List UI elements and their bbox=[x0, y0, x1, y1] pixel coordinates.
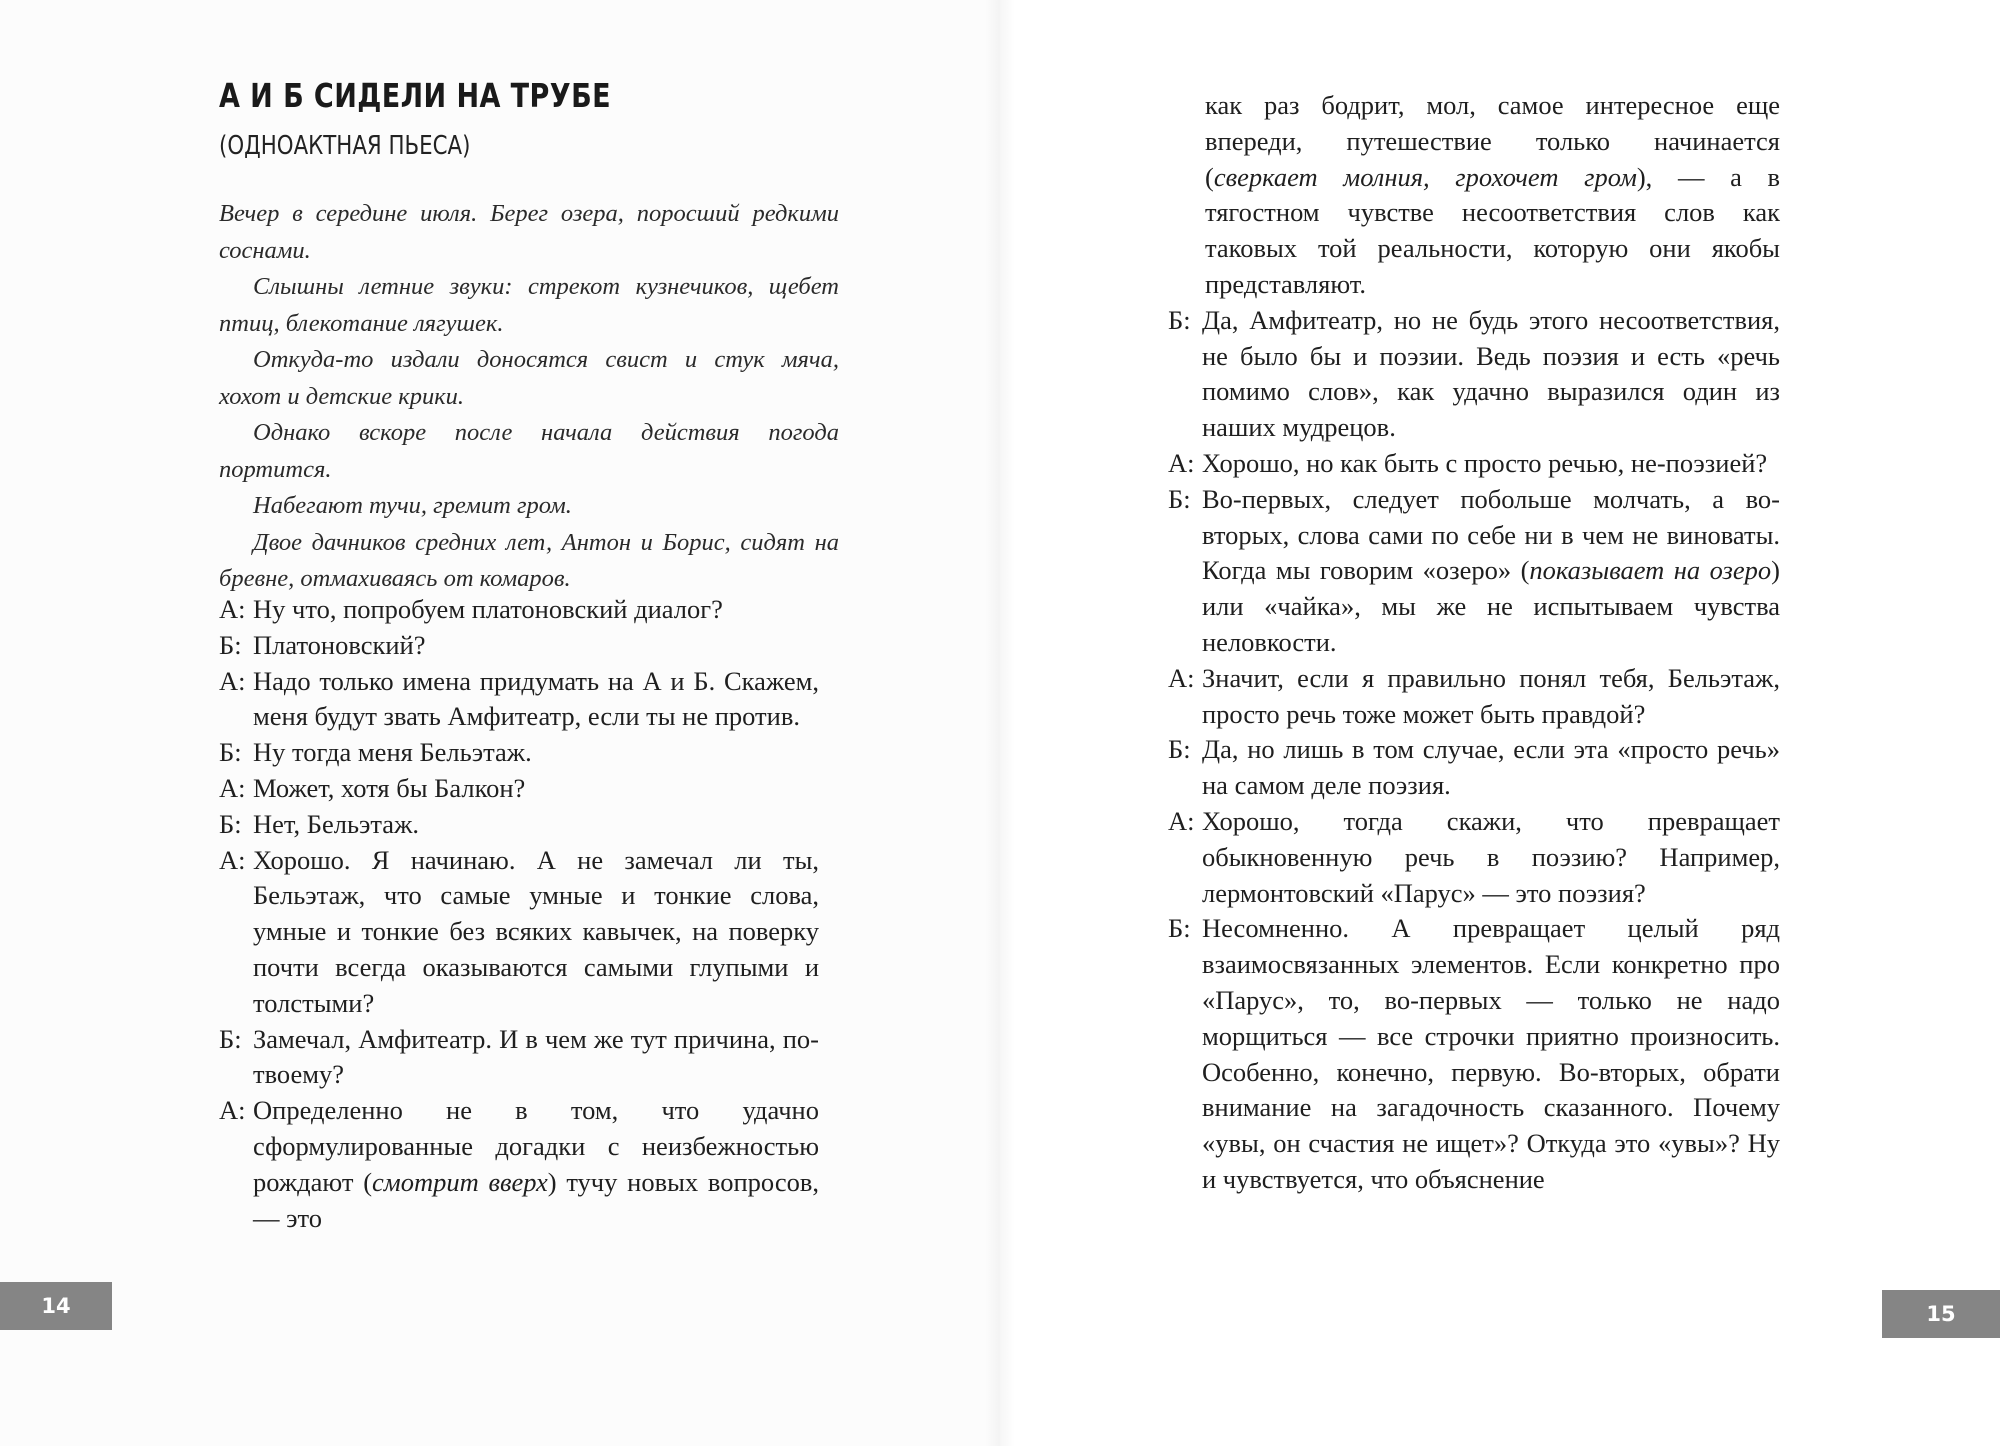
speaker: Б: bbox=[1168, 734, 1191, 765]
replica: Да, но лишь в том случае, если эта «просто речь» на самом деле поэзия. bbox=[1202, 734, 1780, 801]
dialogue-line bbox=[219, 1022, 819, 1094]
dialogue-line bbox=[1168, 482, 1780, 661]
speaker: А: bbox=[1168, 805, 1195, 836]
speaker: Б: bbox=[219, 737, 242, 768]
replica-part: ) тучу новых вопросов, — это bbox=[253, 1166, 819, 1233]
stage-direction: Вечер в середине июля. Берег озера, поросший редкими соснами. bbox=[219, 200, 839, 264]
replica-part: Определенно не в том, что удачно сформулированные догадки с неизбежностью рождают ( bbox=[253, 1095, 819, 1197]
dialogue-line bbox=[1168, 446, 1780, 482]
replica: Хорошо, тогда скажи, что превращает обыкновенную речь в поэзию? Например, лермонтовский «Парус» — это поэзия? bbox=[1202, 805, 1780, 908]
page-number-left: 14 bbox=[0, 1282, 112, 1330]
book-gutter bbox=[985, 0, 1015, 1446]
dialogue-left bbox=[219, 592, 819, 1236]
speaker: А: bbox=[1168, 447, 1195, 478]
replica-continuation bbox=[1168, 88, 1780, 303]
replica-part: Во-первых, следует побольше молчать, а во-вторых, слова сами по себе ни в чем не виноваты. Когда мы говорим «озеро» ( bbox=[1202, 483, 1780, 586]
stage-direction: Набегают тучи, гремит гром. bbox=[253, 492, 572, 519]
replica: Замечал, Амфитеатр. И в чем же тут причина, по-твоему? bbox=[253, 1023, 819, 1090]
speaker: Б: bbox=[1168, 913, 1191, 944]
dialogue-line bbox=[219, 735, 819, 771]
replica: Да, Амфитеатр, но не будь этого несоответствия, не было бы и поэзии. Ведь поэзия и есть «речь помимо слов», как удачно выразился один из наших мудрецов. bbox=[1202, 304, 1780, 443]
dialogue-line bbox=[219, 592, 819, 628]
dialogue-right bbox=[1168, 88, 1780, 1198]
replica-part: ), — а в тягостном чувстве несоответствия слов как таковых той реальности, которую они якобы представляют. bbox=[1205, 161, 1780, 299]
stage-direction: Откуда-то издали доносятся свист и стук мяча, хохот и детские крики. bbox=[219, 346, 839, 410]
replica: Значит, если я правильно понял тебя, Бельэтаж, просто речь тоже может быть правдой? bbox=[1202, 662, 1780, 729]
dialogue-line bbox=[219, 771, 819, 807]
stage-direction: Однако вскоре после начала действия погода портится. bbox=[219, 419, 839, 483]
dialogue-line bbox=[219, 664, 819, 736]
speaker: Б: bbox=[219, 1023, 242, 1054]
page-number-right: 15 bbox=[1882, 1290, 2000, 1338]
replica: Надо только имена придумать на А и Б. Скажем, меня будут звать Амфитеатр, если ты не против. bbox=[253, 665, 819, 732]
dialogue-line bbox=[219, 807, 819, 843]
dialogue-line bbox=[219, 843, 819, 1022]
replica: Хорошо, но как быть с просто речью, не-поэзией? bbox=[1202, 447, 1768, 478]
inline-stage-direction: показывает на озеро bbox=[1529, 555, 1772, 586]
play-subtitle: (ОДНОАКТНАЯ ПЬЕСА) bbox=[219, 131, 471, 161]
speaker: Б: bbox=[219, 808, 242, 839]
speaker: А: bbox=[219, 665, 246, 696]
dialogue-line bbox=[1168, 303, 1780, 446]
replica-part: ) или «чайка», мы же не испытываем чувства неловкости. bbox=[1202, 555, 1780, 657]
inline-stage-direction: сверкает молния, грохочет гром bbox=[1213, 161, 1637, 192]
replica bbox=[1202, 482, 1780, 661]
replica: Платоновский? bbox=[253, 629, 426, 660]
play-title: А И Б СИДЕЛИ НА ТРУБЕ bbox=[219, 76, 611, 115]
replica: Может, хотя бы Балкон? bbox=[253, 772, 526, 803]
dialogue-line bbox=[219, 628, 819, 664]
dialogue-line bbox=[1168, 661, 1780, 733]
speaker: А: bbox=[219, 1095, 246, 1126]
speaker: Б: bbox=[219, 629, 242, 660]
dialogue-line bbox=[1168, 804, 1780, 911]
replica-part: как раз бодрит, мол, самое интересное еще впереди, путешествие только начинается ( bbox=[1205, 90, 1780, 192]
speaker: Б: bbox=[1168, 304, 1191, 335]
replica bbox=[253, 1093, 819, 1236]
dialogue-line bbox=[1168, 732, 1780, 804]
speaker: Б: bbox=[1168, 483, 1191, 514]
dialogue-line bbox=[219, 1093, 819, 1236]
dialogue-line bbox=[1168, 911, 1780, 1197]
replica: Несомненно. А превращает целый ряд взаимосвязанных элементов. Если конкретно про «Парус», то, во-первых — только не надо морщиться — все строчки приятно произносить. Особенно, конечно, первую. Во-вторых, обрати внимание на загадочность сказанного. Почему «увы, он счастия не ищет»? Откуда это «увы»? Ну и чувствуется, что объяснение bbox=[1202, 913, 1780, 1194]
replica: Нет, Бельэтаж. bbox=[253, 808, 420, 839]
stage-direction: Двое дачников средних лет, Антон и Борис, сидят на бревне, отмахиваясь от комаров. bbox=[219, 528, 839, 592]
replica: Ну что, попробуем платоновский диалог? bbox=[253, 594, 723, 624]
replica: Хорошо. Я начинаю. А не замечал ли ты, Бельэтаж, что самые умные и тонкие слова, умные и тонкие без всяких кавычек, на поверку почти всегда оказываются самыми глупыми и толстыми? bbox=[253, 844, 819, 1018]
speaker: А: bbox=[1168, 662, 1195, 693]
stage-directions bbox=[219, 196, 839, 598]
inline-stage-direction: смотрит вверх bbox=[372, 1166, 548, 1197]
speaker: А: bbox=[219, 594, 246, 624]
replica: Ну тогда меня Бельэтаж. bbox=[253, 737, 532, 768]
speaker: А: bbox=[219, 844, 246, 875]
stage-direction: Слышны летние звуки: стрекот кузнечиков, щебет птиц, блекотание лягушек. bbox=[219, 273, 839, 337]
speaker: А: bbox=[219, 772, 246, 803]
